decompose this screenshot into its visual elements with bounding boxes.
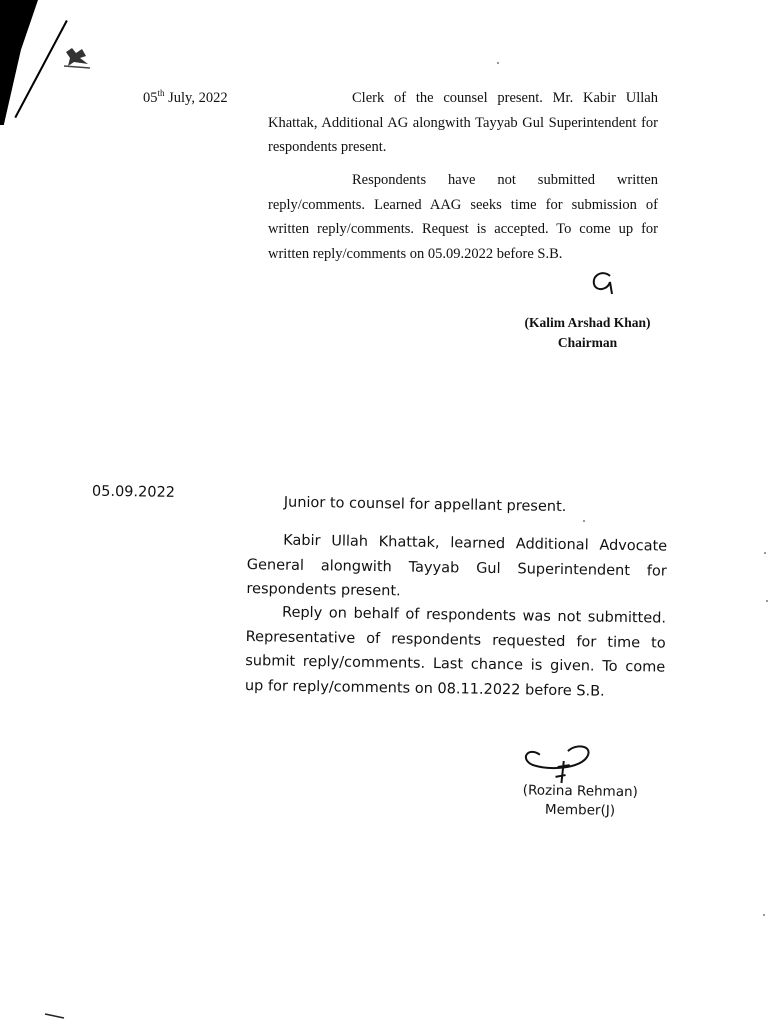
entry2-signatory bbox=[500, 781, 661, 822]
entry1-signatory-title: Chairman bbox=[557, 335, 618, 350]
entry1-paragraph-2: Respondents have not submitted written reply/comments. Learned AAG seeks time for submission of written reply/comments. Request is accepted. To come up for written reply/comments on 05.09.2022 before S.B. bbox=[268, 172, 658, 262]
entry2-signature bbox=[517, 740, 598, 787]
entry2-paragraph-3: Reply on behalf of respondents was not submitted. Representative of respondents requested for time to submit reply/comments. Last chance is given. To come up for reply/comments on 08.11.2022 before S.B. bbox=[244, 604, 667, 700]
entry2-paragraph-1: Junior to counsel for appellant present. bbox=[283, 494, 567, 516]
entry2-signatory-name: (Rozina Rehman) bbox=[522, 782, 638, 801]
entry1-signatory-name: (Kalim Arshad Khan) bbox=[524, 315, 651, 330]
entry2-paragraph-2: Kabir Ullah Khattak, learned Additional Advocate General alongwith Tayyab Gul Superintendent for respondents present. bbox=[246, 532, 668, 600]
entry1-paragraph-1: Clerk of the counsel present. Mr. Kabir Ullah Khattak, Additional AG alongwith Tayyab Gul Superintendent for respondents present. bbox=[268, 90, 658, 155]
entry1-date: 05th July, 2022 bbox=[143, 88, 228, 106]
entry2-date: 05.09.2022 bbox=[91, 483, 176, 501]
entry2-signatory-title: Member(J) bbox=[544, 801, 616, 819]
